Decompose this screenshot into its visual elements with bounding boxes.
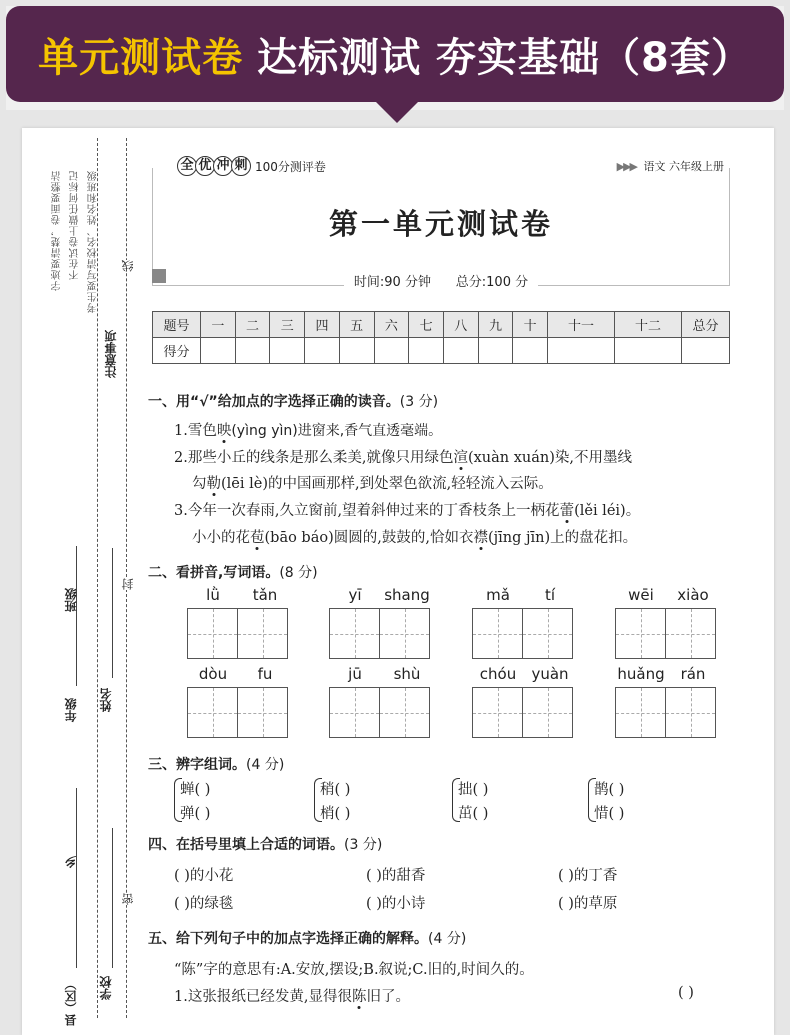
text-run: (bāo báo)圆圆的,鼓鼓的,恰如衣 [264, 530, 474, 546]
brand-char: 优 [195, 156, 215, 176]
brand-badge [177, 156, 249, 176]
score-cell[interactable] [548, 338, 615, 364]
test-type: 100分测评卷 [255, 159, 326, 174]
dotted-char: 苞 [250, 530, 265, 546]
dotted-char: 勒 [206, 476, 221, 492]
q1-line-2 [174, 446, 632, 467]
text-run: 2.那些小丘的线条是那么柔美,就像只用绿色 [174, 450, 454, 466]
q3-title-text: 三、辨字组词。 [148, 757, 246, 773]
word-pair-item[interactable]: 稍( ) [320, 782, 351, 798]
pinyin-syllable: yī [348, 586, 362, 604]
word-pair-item[interactable]: 茁( ) [458, 806, 489, 822]
score-header-cell: 十 [513, 312, 548, 338]
q2-title-text: 二、看拼音,写词语。 [148, 565, 280, 581]
exam-time: 时间:90 分钟 [353, 275, 431, 290]
binding-strip [22, 128, 137, 1035]
banner-text [6, 6, 784, 102]
seal-mark: 线 [121, 260, 135, 272]
banner-highlight: 单元测试卷 [38, 34, 244, 81]
score-header-cell: 一 [201, 312, 236, 338]
dotted-char: 陈 [351, 989, 367, 1005]
exam-paper [22, 128, 774, 1035]
pinyin-syllable: shang [384, 586, 430, 604]
word-pair-item[interactable]: 弹( ) [180, 806, 211, 822]
text-run: 旧了。 [366, 989, 410, 1005]
score-cell[interactable] [374, 338, 409, 364]
subject-text: 语文 六年级上册 [643, 160, 724, 173]
field-name: 姓名 [99, 688, 113, 712]
fill-blank[interactable]: ( )的小诗 [366, 896, 426, 912]
writing-box[interactable] [472, 687, 523, 738]
fill-blank[interactable]: ( )的草原 [558, 896, 618, 912]
pinyin-syllable: lǜ [206, 586, 220, 604]
pinyin-row [472, 586, 576, 608]
writing-boxes [472, 608, 576, 659]
word-pair-item[interactable]: 蝉( ) [180, 782, 211, 798]
pinyin-row [329, 665, 433, 687]
pinyin-word-group [615, 586, 719, 659]
q1-title [148, 391, 438, 411]
brand-label [177, 156, 326, 176]
score-cell[interactable] [513, 338, 548, 364]
q1-line-3 [192, 472, 553, 493]
writing-box[interactable] [522, 608, 573, 659]
time-total-line [152, 271, 730, 290]
text-run: 1.这张报纸已经发黄,显得很 [174, 989, 352, 1005]
promo-banner [6, 6, 784, 110]
subject-label [617, 158, 724, 174]
banner-pointer [375, 101, 419, 123]
brand-char: 全 [177, 156, 197, 176]
pinyin-syllable: tǎn [252, 586, 278, 604]
field-township: 乡 [64, 856, 78, 868]
pinyin-syllable: shù [393, 665, 421, 683]
q2-points: (8 分) [279, 565, 318, 581]
score-table [152, 311, 730, 364]
writing-box[interactable] [329, 687, 380, 738]
pinyin-syllable: mǎ [486, 586, 510, 604]
text-run: 1.雪色 [174, 423, 217, 439]
fill-blank[interactable]: ( )的丁香 [558, 868, 618, 884]
text-run: (lěi léi)。 [574, 503, 641, 519]
score-cell[interactable] [682, 338, 730, 364]
note-line: 不在试卷上做任何标记 [70, 170, 81, 280]
q3-points: (4 分) [246, 757, 285, 773]
binding-dashed-line [97, 138, 98, 1018]
score-header-cell: 六 [374, 312, 409, 338]
writing-box[interactable] [665, 608, 716, 659]
q3-title [148, 754, 284, 774]
q5-sentence-1 [174, 985, 410, 1006]
word-pair-item[interactable]: 惜( ) [594, 806, 625, 822]
pinyin-row [615, 586, 719, 608]
word-pair-item[interactable]: 拙( ) [458, 782, 489, 798]
writing-boxes [329, 608, 433, 659]
dotted-char: 蕾 [559, 503, 575, 519]
writing-boxes [615, 687, 719, 738]
text-run: 勾 [192, 476, 207, 492]
field-class: 班级 [64, 588, 78, 612]
writing-boxes [615, 608, 719, 659]
banner-rest: 达标测试 夯实基础（8套） [257, 34, 752, 81]
score-header-cell: 四 [305, 312, 340, 338]
score-cell[interactable] [409, 338, 444, 364]
score-cell[interactable] [270, 338, 305, 364]
pinyin-syllable: tí [544, 586, 556, 604]
pinyin-row [187, 586, 291, 608]
pinyin-syllable: fu [257, 665, 273, 683]
pinyin-syllable: wēi [628, 586, 654, 604]
brand-char: 冲 [213, 156, 233, 176]
pinyin-word-group [472, 586, 576, 659]
pinyin-syllable: jū [348, 665, 362, 683]
writing-box[interactable] [522, 687, 573, 738]
q1-line-5 [192, 526, 637, 547]
pinyin-word-group [329, 665, 433, 738]
q1-points: (3 分) [399, 394, 439, 410]
score-cell[interactable] [478, 338, 513, 364]
score-header-cell: 十一 [548, 312, 615, 338]
pinyin-row [187, 665, 291, 687]
pinyin-syllable: chóu [479, 665, 517, 683]
notes-box [52, 170, 116, 402]
pinyin-row [329, 586, 433, 608]
writing-box[interactable] [379, 608, 430, 659]
score-header-cell: 三 [270, 312, 305, 338]
fill-blank[interactable]: ( )的甜香 [366, 868, 426, 884]
dotted-char: 渲 [453, 450, 468, 466]
writing-box[interactable] [187, 687, 238, 738]
seal-mark: 密 [121, 893, 135, 905]
writing-box[interactable] [615, 687, 666, 738]
text-run: (xuàn xuán)染,不用墨线 [467, 450, 632, 466]
fill-blank[interactable]: ( )的绿毯 [174, 896, 234, 912]
q5-answer-blank[interactable]: ( ) [678, 985, 694, 1001]
score-cell[interactable] [339, 338, 374, 364]
q1-line-4 [174, 499, 640, 520]
score-header-cell: 五 [339, 312, 374, 338]
q1-line-1 [174, 419, 442, 440]
score-cell[interactable] [235, 338, 270, 364]
score-cell[interactable] [305, 338, 340, 364]
text-run: (yìng yìn)进窗来,香气直透毫端。 [231, 423, 443, 439]
q4-points: (3 分) [344, 837, 383, 853]
writing-box[interactable] [187, 608, 238, 659]
text-run: (lēi lè)的中国画那样,到处翠色欲流,轻轻流入云际。 [221, 476, 553, 492]
q5-meaning: “陈”字的意思有:A.安放,摆设;B.叙说;C.旧的,时间久的。 [174, 962, 534, 978]
notes-title: 注意事项 [104, 330, 118, 378]
dotted-char: 映 [216, 423, 232, 439]
pinyin-syllable: huǎng [617, 665, 665, 683]
writing-box[interactable] [665, 687, 716, 738]
pinyin-syllable: dòu [198, 665, 228, 683]
dotted-char: 襟 [473, 530, 488, 546]
field-underline[interactable] [76, 788, 77, 968]
score-header-cell: 二 [235, 312, 270, 338]
field-county: 县（区） [64, 978, 78, 1026]
word-pair-item[interactable]: 鹊( ) [594, 782, 625, 798]
writing-box[interactable] [615, 608, 666, 659]
writing-boxes [187, 687, 291, 738]
score-header-cell: 题号 [153, 312, 201, 338]
field-grade: 年级 [64, 698, 78, 722]
pinyin-word-group [329, 586, 433, 659]
writing-box[interactable] [472, 608, 523, 659]
score-header-cell: 八 [443, 312, 478, 338]
brand-char: 刺 [231, 156, 251, 176]
score-cell[interactable] [443, 338, 478, 364]
writing-box[interactable] [237, 687, 288, 738]
score-row-label: 得分 [153, 338, 201, 364]
pinyin-word-group [187, 586, 291, 659]
field-school: 学校 [99, 976, 113, 1000]
pinyin-row [472, 665, 576, 687]
writing-box[interactable] [237, 608, 288, 659]
note-line: 考生要写清校名、姓名和班级 [88, 170, 99, 313]
writing-boxes [472, 687, 576, 738]
q4-title [148, 834, 382, 854]
field-underline[interactable] [112, 548, 113, 678]
fill-blank[interactable]: ( )的小花 [174, 868, 234, 884]
pinyin-syllable: rán [680, 665, 706, 683]
text-run: 3.今年一次春雨,久立窗前,望着斜伸过来的丁香枝条上一柄花 [174, 503, 560, 519]
text-run: (jīng jīn)上的盘花扣。 [487, 530, 638, 546]
pinyin-syllable: xiào [677, 586, 709, 604]
pinyin-syllable: yuàn [531, 665, 569, 683]
score-cell[interactable] [614, 338, 681, 364]
exam-title: 第一单元测试卷 [328, 207, 553, 241]
score-cell[interactable] [201, 338, 236, 364]
score-header-cell: 十二 [614, 312, 681, 338]
q5-title-text: 五、给下列句子中的加点字选择正确的解释。 [148, 931, 428, 947]
q5-title [148, 928, 466, 948]
q4-title-text: 四、在括号里填上合适的词语。 [148, 837, 344, 853]
writing-boxes [329, 687, 433, 738]
q2-title [148, 562, 318, 582]
score-header-cell: 九 [478, 312, 513, 338]
field-underline[interactable] [76, 546, 77, 686]
text-run: 小小的花 [192, 530, 250, 546]
field-underline[interactable] [112, 828, 113, 968]
seal-mark: 封 [121, 578, 135, 590]
q1-title-text: 一、用“√”给加点的字选择正确的读音。 [148, 394, 400, 410]
pinyin-word-group [615, 665, 719, 738]
exam-total: 总分:100 分 [455, 275, 529, 290]
writing-box[interactable] [379, 687, 430, 738]
score-row [153, 338, 730, 364]
arrows-icon: ▶▶▶ [616, 160, 636, 173]
score-header-row [153, 312, 730, 338]
score-header-cell: 总分 [682, 312, 730, 338]
pinyin-word-group [472, 665, 576, 738]
writing-box[interactable] [329, 608, 380, 659]
score-header-cell: 七 [409, 312, 444, 338]
word-pair-item[interactable]: 梢( ) [320, 806, 351, 822]
pinyin-row [615, 665, 719, 687]
writing-boxes [187, 608, 291, 659]
pinyin-word-group [187, 665, 291, 738]
note-line: 字迹要清楚，卷面要整洁 [52, 170, 63, 291]
q5-points: (4 分) [428, 931, 467, 947]
